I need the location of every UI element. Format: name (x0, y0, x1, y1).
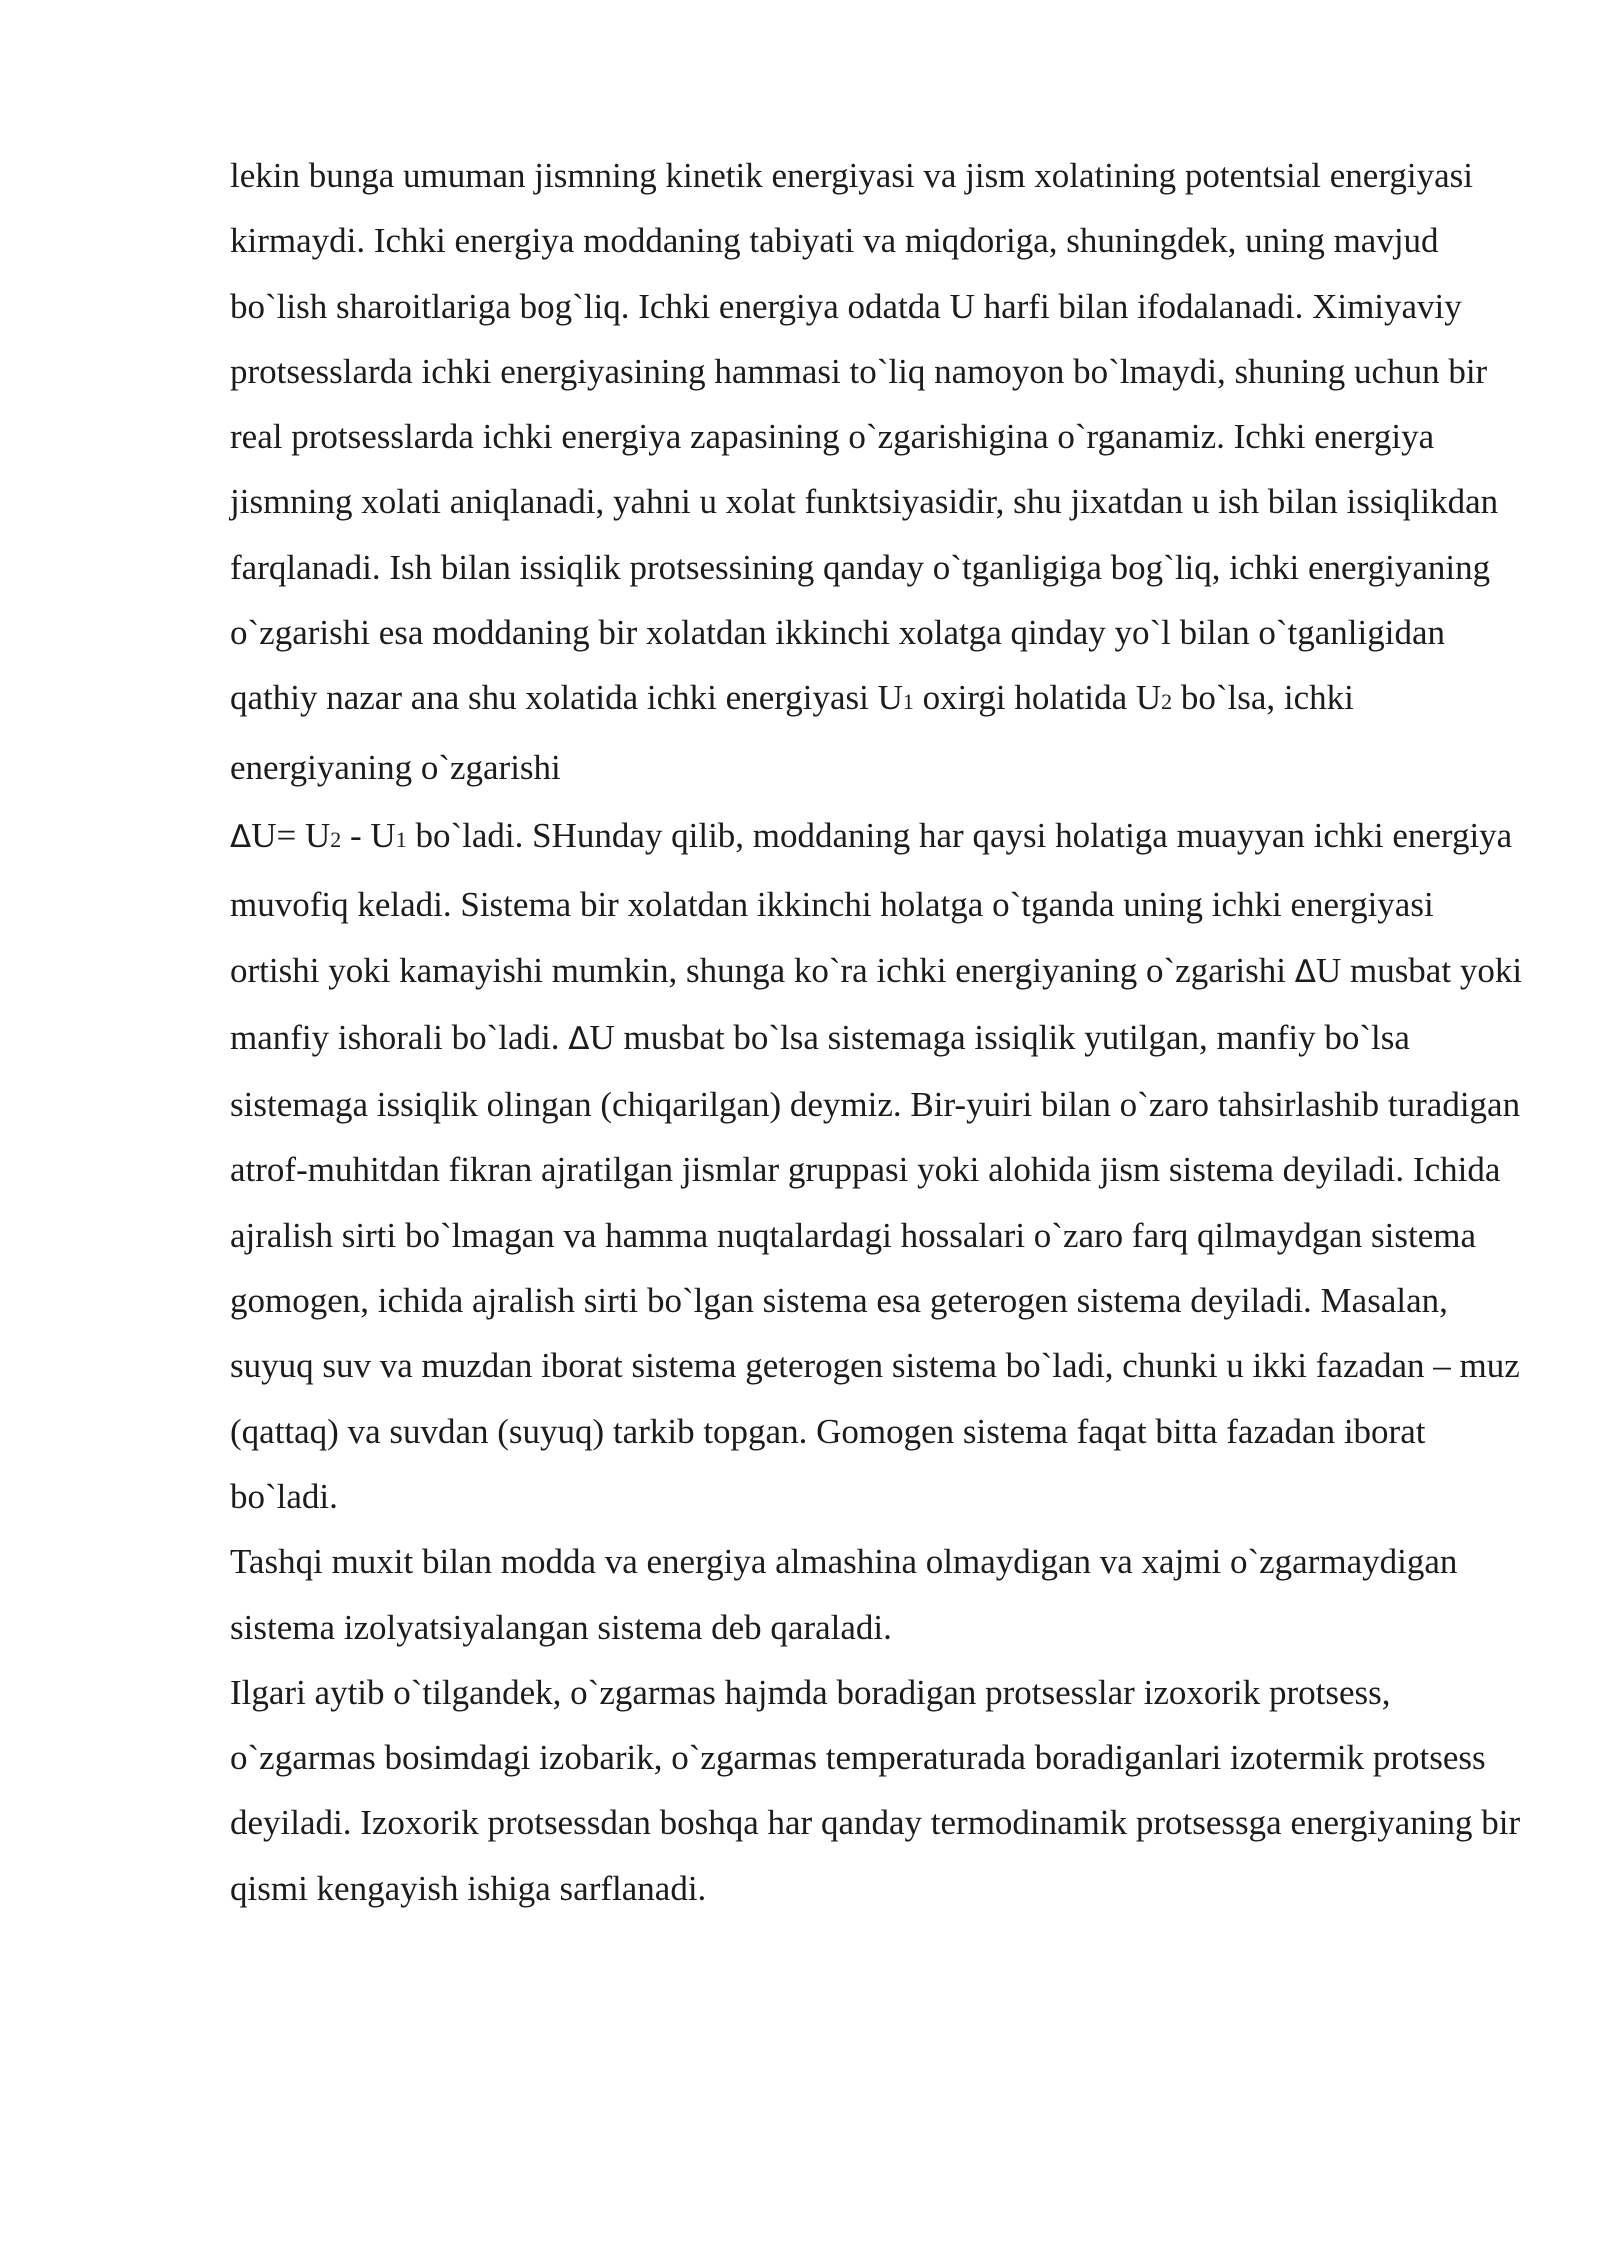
paragraph-isolated-system (230, 1529, 1530, 1660)
text-run: U musbat bo`lsa sistemaga issiqlik yutilgan, manfiy bo`lsa sistemaga issiqlik olingan (chiqarilgan) deymiz. Bir-yuiri bilan o`zaro tahsirlashib turadigan atrof-muhitdan fikran ajratilgan jismlar gruppasi yoki alohida jism sistema deyiladi. Ichida ajralish sirti bo`lmagan va hamma nuqtalardagi hossalari o`zaro farq qilmaydgan sistema gomogen, ichida ajralish sirti bo`lgan sistema esa geterogen sistema deyiladi. Masalan, suyuq suv va muzdan iborat sistema geterogen sistema bo`ladi, chunki u ikki fazadan – muz (qattaq) va suvdan (suyuq) tarkib topgan. Gomogen sistema faqat bitta fazadan iborat bo`ladi. (230, 1017, 1521, 1516)
delta-symbol: Δ (1294, 953, 1316, 990)
delta-symbol: Δ (568, 1020, 590, 1057)
subscript-1: 1 (902, 689, 914, 715)
text-run: bo`lsa, ichki energiyaning o`zgarishi (230, 678, 1354, 787)
paragraph-delta-u (230, 803, 1530, 1529)
text-run: Tashqi muxit bilan modda va energiya almashina olmaydigan va xajmi o`zgarmaydigan sistema izolyatsiyalangan sistema deb qaraladi. (230, 1542, 1458, 1647)
text-run: oxirgi holatida U (913, 678, 1162, 718)
text-run: U= U (251, 815, 331, 855)
subscript-1: 1 (395, 826, 407, 852)
subscript-2: 2 (330, 826, 342, 852)
body-text (230, 143, 1530, 1921)
text-run: lekin bunga umuman jismning kinetik energiyasi va jism xolatining potentsial energiyasi kirmaydi. Ichki energiya moddaning tabiyati va miqdoriga, shuningdek, uning mavjud bo`lish sharoitlariga bog`liq. Ichki energiya odatda U harfi bilan ifodalanadi. Ximiyaviy protsesslarda ichki energiyasining hammasi to`liq namoyon bo`lmaydi, shuning uchun bir real protsesslarda ichki energiya zapasining o`zgarishigina o`rganamiz. Ichki energiya jismning xolati aniqlanadi, yahni u xolat funktsiyasidir, shu jixatdan u ish bilan issiqlikdan farqlanadi. Ish bilan issiqlik protsessining qanday o`tganligiga bog`liq, ichki energiyaning o`zgarishi esa moddaning bir xolatdan ikkinchi xolatga qinday yo`l bilan o`tganligidan qathiy nazar ana shu xolatida ichki energiyasi U (230, 156, 1499, 718)
subscript-2: 2 (1161, 689, 1173, 715)
text-run: - U (341, 815, 396, 855)
paragraph-processes (230, 1660, 1530, 1921)
text-run: U musbat yoki manfiy ishorali bo`ladi. (230, 950, 1523, 1057)
delta-symbol: Δ (230, 818, 252, 855)
paragraph-internal-energy (230, 143, 1530, 800)
text-run: Ilgari aytib o`tilgandek, o`zgarmas hajmda boradigan protsesslar izoxorik protsess, o`zgarmas bosimdagi izobarik, o`zgarmas temperaturada boradiganlari izotermik protsess deyiladi. Izoxorik protsessdan boshqa har qanday termodinamik protsessga energiyaning bir qismi kengayish ishiga sarflanadi. (230, 1672, 1521, 1908)
text-run: bo`ladi. SHunday qilib, moddaning har qaysi holatiga muayyan ichki energiya muvofiq keladi. Sistema bir xolatdan ikkinchi holatga o`tganda uning ichki energiyasi ortishi yoki kamayishi mumkin, shunga ko`ra ichki energiyaning o`zgarishi (230, 815, 1513, 990)
